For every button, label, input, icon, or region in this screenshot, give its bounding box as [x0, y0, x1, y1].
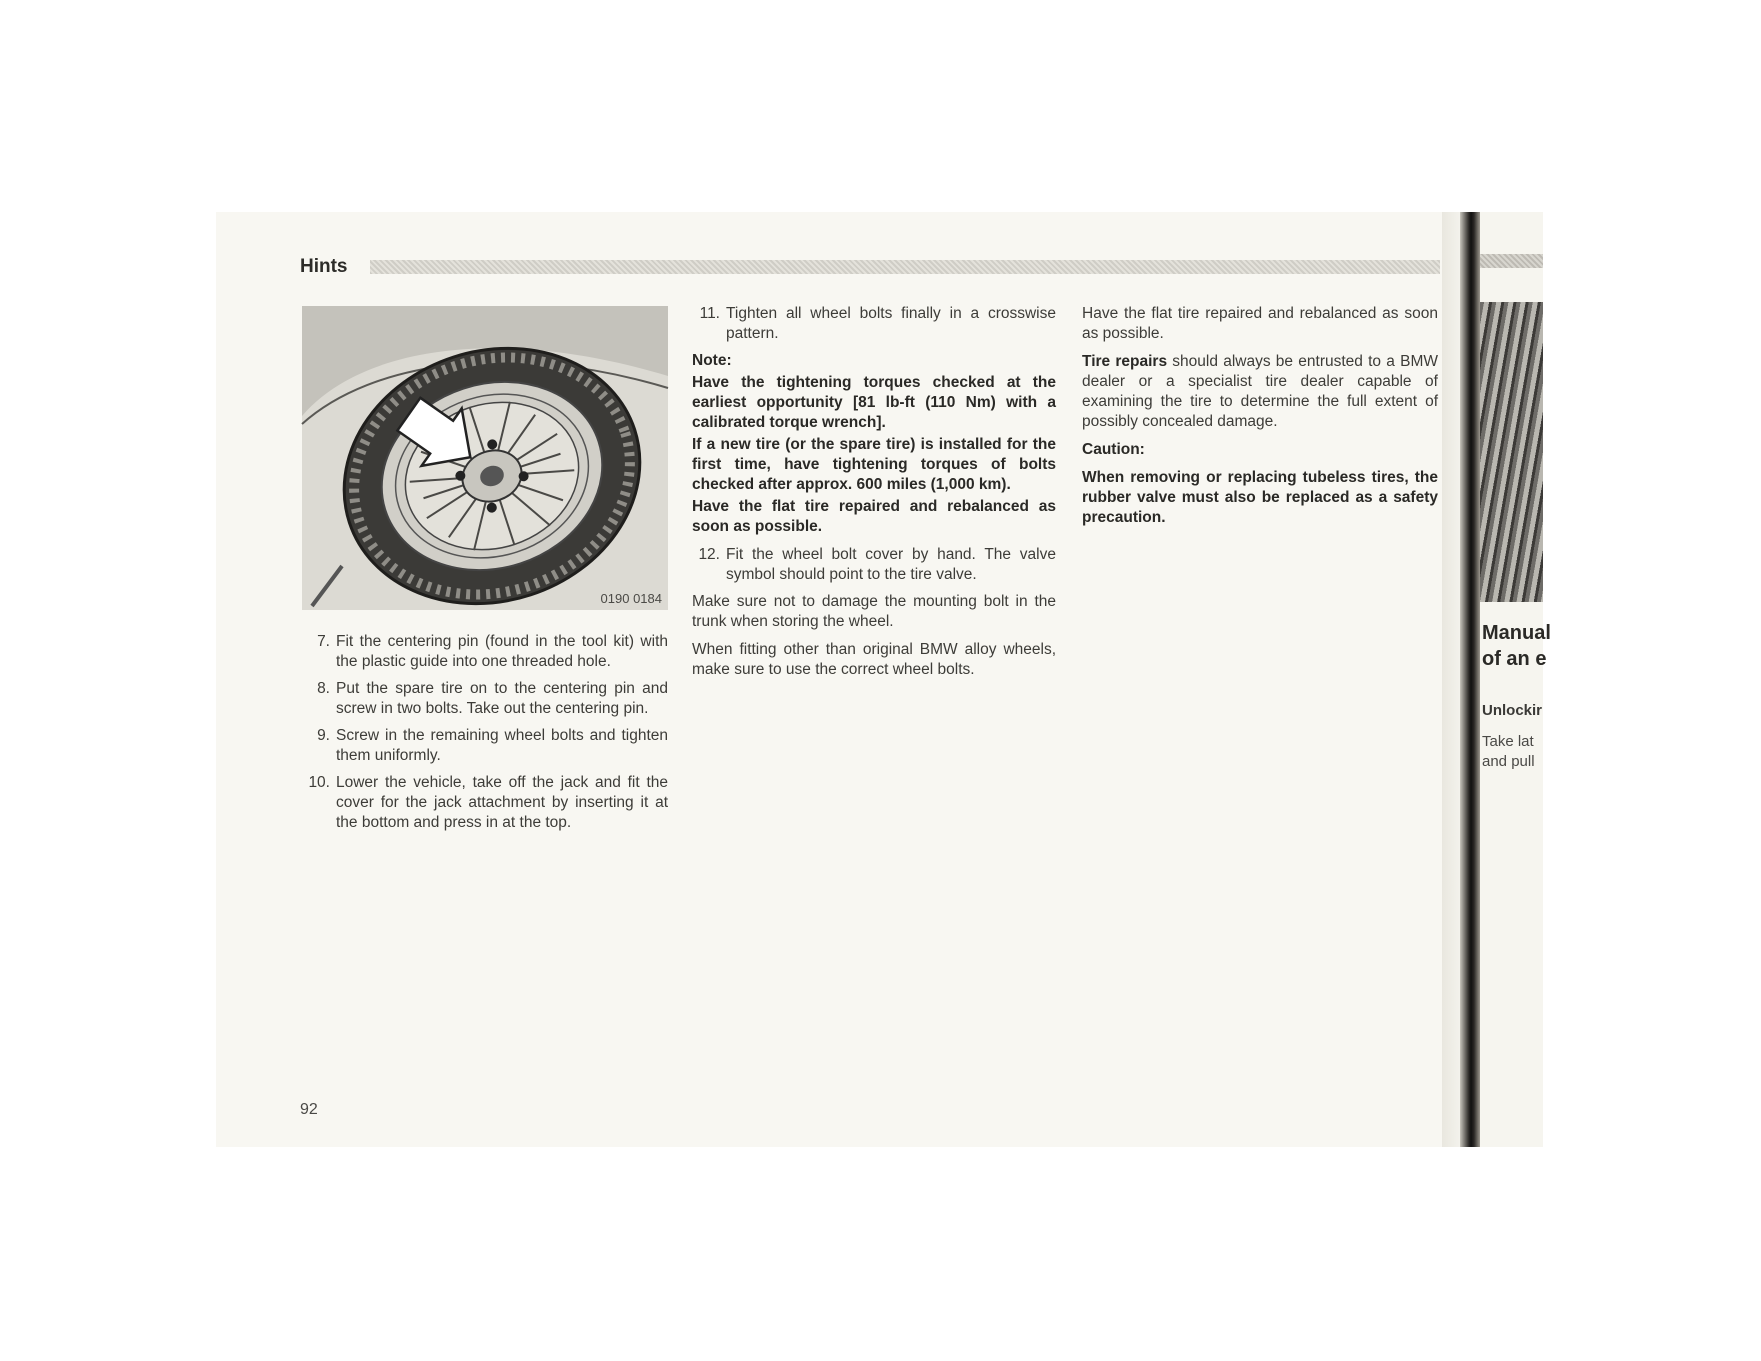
adjacent-heading	[1482, 620, 1551, 672]
step-text: Put the spare tire on to the centering pin and screw in two bolts. Take out the centering pin.	[336, 680, 668, 717]
middle-column	[692, 304, 1056, 688]
step-number: 8.	[317, 680, 330, 697]
step-number: 12.	[698, 546, 720, 563]
wheel-illustration	[302, 306, 668, 610]
step-text: Fit the centering pin (found in the tool kit) with the plastic guide into one threaded hole.	[336, 633, 668, 670]
step-text: Screw in the remaining wheel bolts and tighten them uniformly.	[336, 727, 668, 764]
alloy-wheel-paragraph: When fitting other than original BMW alloy wheels, make sure to use the correct wheel bolts.	[692, 641, 1056, 678]
section-title: Hints	[300, 256, 348, 277]
adjacent-text-line-1: Take lat	[1482, 733, 1534, 750]
page-edge	[1442, 212, 1460, 1147]
step-number: 7.	[317, 633, 330, 650]
step-number: 11.	[699, 305, 720, 322]
adjacent-heading-line-1: Manual	[1482, 622, 1551, 644]
tire-repairs-paragraph	[1082, 352, 1438, 432]
tire-repairs-term: Tire repairs	[1082, 353, 1168, 370]
wheel-drawing	[302, 306, 668, 610]
trunk-bolt-paragraph: Make sure not to damage the mounting bolt in the trunk when storing the wheel.	[692, 593, 1056, 630]
step-11	[692, 304, 1056, 344]
note-torque: Have the tightening torques checked at the earliest opportunity [81 lb-ft (110 Nm) with a calibrated torque wrench].	[692, 374, 1056, 431]
rebalance-paragraph: Have the flat tire repaired and rebalanced as soon as possible.	[1082, 305, 1438, 342]
adjacent-header-bar	[1480, 254, 1543, 268]
adjacent-subheading: Unlockir	[1482, 702, 1543, 719]
note-new-tire: If a new tire (or the spare tire) is installed for the first time, have tightening torques of bolts checked after approx. 600 miles (1,000 km).	[692, 436, 1056, 493]
adjacent-heading-line-2: of an e	[1482, 648, 1547, 670]
right-column	[1082, 304, 1438, 536]
step-text: Lower the vehicle, take off the jack and fit the cover for the jack attachment by inserting it at the bottom and press in at the top.	[336, 774, 668, 831]
step-10	[302, 773, 668, 833]
step-number: 9.	[317, 727, 330, 744]
step-number: 10.	[308, 774, 330, 791]
adjacent-text-line-2: and pull	[1482, 753, 1535, 770]
adjacent-photo	[1480, 302, 1543, 602]
book-gutter	[1460, 212, 1480, 1147]
step-9	[302, 726, 668, 766]
caution-label: Caution:	[1082, 441, 1145, 458]
note-label: Note:	[692, 352, 732, 369]
figure-code: 0190 0184	[600, 591, 662, 606]
adjacent-text	[1482, 732, 1535, 772]
adjacent-page	[1480, 212, 1551, 1147]
note-flat-tire: Have the flat tire repaired and rebalanced as soon as possible.	[692, 498, 1056, 535]
caution-text: When removing or replacing tubeless tires, the rubber valve must also be replaced as a safety precaution.	[1082, 469, 1438, 526]
step-7	[302, 632, 668, 672]
step-text: Fit the wheel bolt cover by hand. The valve symbol should point to the tire valve.	[726, 546, 1056, 583]
tire-repairs-text: should always be entrusted to a BMW dealer or a specialist tire dealer capable of examining the tire to determine the full extent of possibly concealed damage.	[1082, 353, 1438, 430]
section-header-bar	[370, 260, 1440, 274]
page-number: 92	[300, 1101, 318, 1118]
step-text: Tighten all wheel bolts finally in a crosswise pattern.	[726, 305, 1056, 342]
left-column	[302, 632, 668, 840]
step-12	[692, 545, 1056, 585]
step-8	[302, 679, 668, 719]
